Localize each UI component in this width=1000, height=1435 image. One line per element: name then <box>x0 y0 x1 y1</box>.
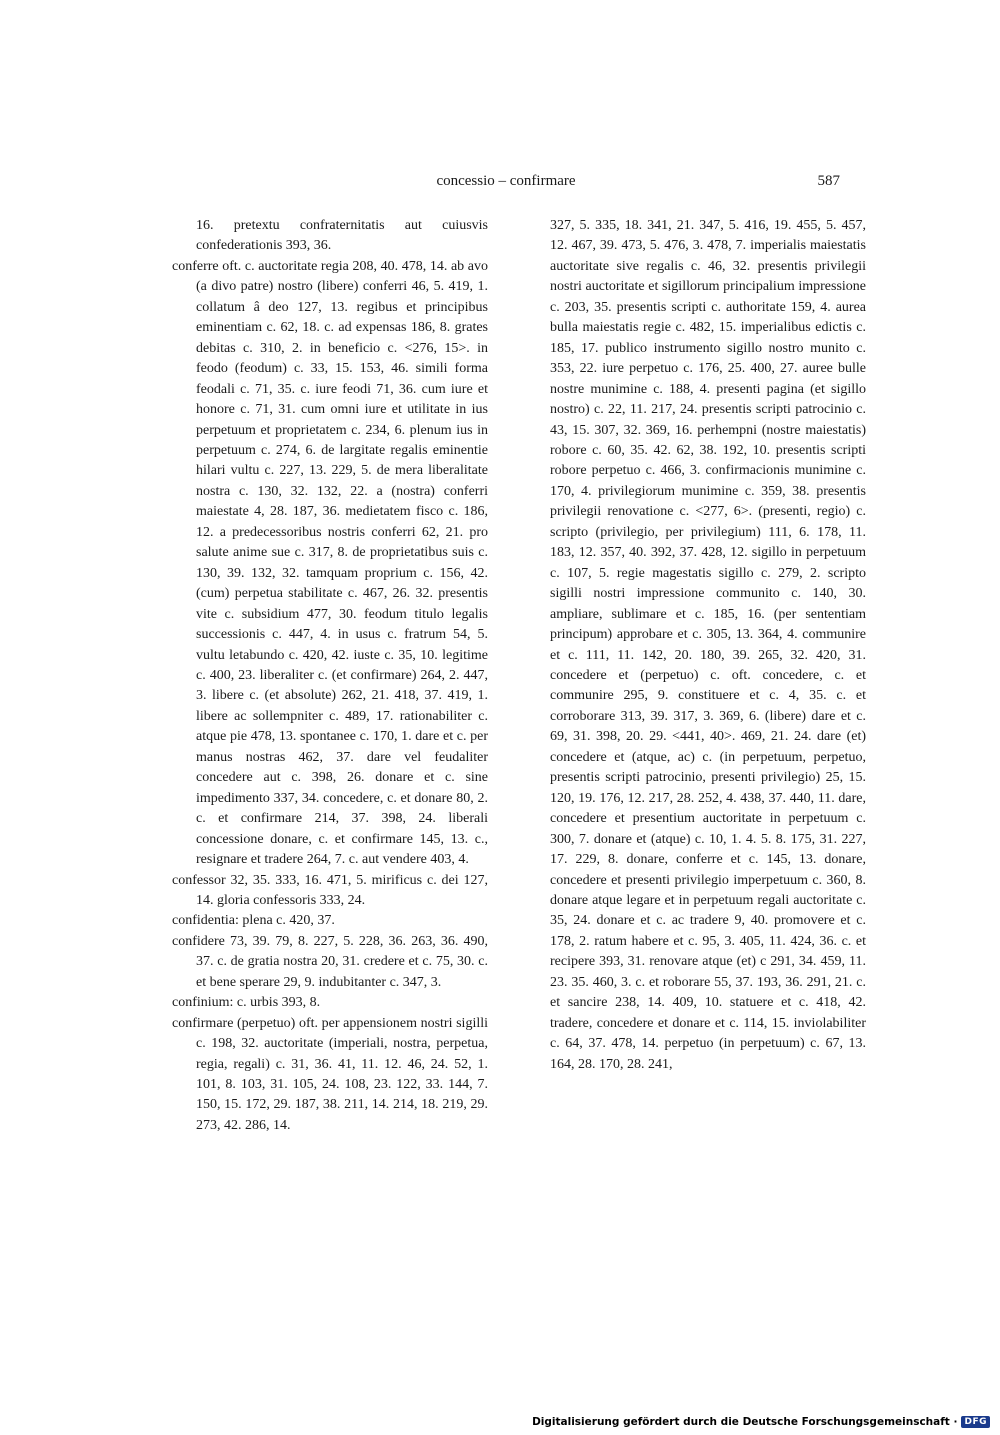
right-column <box>550 216 866 1075</box>
index-entry: confinium: c. urbis 393, 8. <box>172 995 321 1011</box>
page-number: 587 <box>817 173 840 189</box>
running-title: concessio – confirmare <box>436 173 576 189</box>
index-entry-continuation: 327, 5. 335, 18. 341, 21. 347, 5. 416, 19. 455, 5. 457, 12. 467, 39. 473, 5. 476, 3. 478, 7. imperialis maiestatis auctoritate sive regalis c. 46, 32. presentis privilegii nostri auctoritate et sigillorum principalium impressione c. 203, 35. presentis scripti c. authoritate 159, 4. aurea bulla maiestatis regie c. 482, 15. imperialibus edictis c. 185, 17. publico instrumento sigillo nostro munito c. 353, 22. iure perpetuo c. 176, 25. 400, 27. auree bulle nostre munimine c. 188, 4. presenti pagina (et sigillo nostro) c. 22, 11. 217, 24. presentis scripti patrocinio c. 43, 15. 307, 32. 369, 16. perhempni (nostre maiestatis) robore c. 60, 35. 42. 62, 38. 192, 10. presentis scripti robore perpetuo c. 466, 3. confirmacionis munimine c. 170, 4. privilegiorum munimine c. 359, 38. presentis privilegii renovatione c. <277, 6>. (presenti, regio) c. scripto (privilegio, per privilegium) 111, 6. 178, 11. 183, 12. 357, 40. 392, 37. 428, 12. sigillo in perpetuum c. 107, 5. regie magestatis sigillo c. 279, 2. scripto sigilli nostri impressione communito c. 140, 30. ampliare, sublimare et c. 185, 16. (per sententiam principum) approbare et c. 305, 13. 364, 4. communire et c. 111, 11. 142, 20. 180, 39. 265, 32. 420, 31. concedere et (perpetuo) c. oft. concedere, c. et communire 295, 9. constituere et c. 4, 35. c. et corroborare 313, 39. 317, 3. 369, 6. (libere) dare et c. 69, 31. 398, 20. 29. <441, 40>. 469, 21. 24. dare (et) concedere et (atque, ac) c. (in perpetuum, perpetuo, presentis scripti patrocinio, presenti privilegio) 25, 15. 120, 19. 176, 12. 217, 28. 252, 4. 438, 37. 440, 11. dare, concedere et presentium auctoritate in perpetuum c. 300, 7. donare et (atque) c. 10, 1. 4. 5. 8. 175, 31. 227, 17. 229, 8. donare, conferre et c. 145, 13. donare, concedere et presenti privilegio imperpetuum c. 360, 8. donare atque legare et in perpetuum regali auctoritate c. 35, 24. donare et c. ac tradere 9, 40. promovere et c. 178, 2. ratum habere et c. 95, 3. 405, 11. 424, 36. c. et recipere 393, 31. renovare atque (et) c 291, 34. 459, 11. 23. 35. 460, 3. c. et roborare 55, 37. 193, 36. 291, 21. c. et sancire 238, 14. 409, 10. statuere et c. 418, 42. tradere, concedere et donare et c. 114, 15. inviolabiliter c. 64, 37. 478, 14. perpetuo (in perpetuum) c. 67, 13. 164, 28. 170, 28. 241, <box>550 218 866 1072</box>
index-entry: confidere 73, 39. 79, 8. 227, 5. 228, 36. 263, 36. 490, 37. c. de gratia nostra 20, 31. credere et c. 75, 30. c. et bene sperare 29, 9. indubitanter c. 347, 3. <box>172 933 488 990</box>
funding-text: Digitalisierung gefördert durch die Deutsche Forschungsgemeinschaft · <box>532 1416 958 1428</box>
index-entry: confidentia: plena c. 420, 37. <box>172 913 335 929</box>
funding-footer <box>532 1414 990 1430</box>
dfg-logo: DFG <box>961 1416 990 1428</box>
index-entry: confirmare (perpetuo) oft. per appensionem nostri sigilli c. 198, 32. auctoritate (imperiali, nostra, perpetua, regia, regali) c. 31, 36. 41, 11. 12. 46, 24. 52, 1. 101, 8. 103, 31. 105, 24. 108, 23. 122, 33. 144, 7. 150, 15. 172, 29. 187, 38. 211, 14. 214, 18. 219, 29. 273, 42. 286, 14. <box>172 1015 488 1133</box>
index-entry: conferre oft. c. auctoritate regia 208, 40. 478, 14. ab avo (a divo patre) nostro (libere) conferri 46, 5. 419, 1. collatum â deo 127, 13. regibus et principibus eminentiam c. 62, 18. c. ad expensas 186, 8. grates debitas c. 310, 2. in beneficio c. <276, 15>. in feodo (feodum) c. 33, 15. 153, 46. simili forma feodali c. 71, 35. c. iure feodi 71, 36. cum iure et honore c. 71, 31. cum omni iure et utilitate in ius perpetuum et proprietatem c. 234, 6. plenum ius in perpetuum c. 274, 6. de largitate regalis eminentie hilari vultu c. 227, 13. 229, 5. de mera liberalitate nostra c. 130, 32. 132, 22. a (nostra) conferri maiestate 4, 28. 187, 36. medietatem fisco c. 186, 12. a predecessoribus nostris conferri 62, 21. pro salute anime sue c. 317, 8. de proprietatibus suis c. 130, 39. 132, 32. tamquam proprium c. 156, 42. (cum) perpetua stabilitate c. 467, 26. 32. presentis vite c. subsidium 477, 30. feodum titulo legalis successionis c. 447, 4. in usus c. fratrum 54, 5. vultu letabundo c. 420, 42. iuste c. 35, 10. legitime c. 400, 23. liberaliter c. (et confirmare) 264, 2. 447, 3. libere c. (et absolute) 262, 21. 418, 37. 419, 1. libere ac sollempniter c. 489, 17. rationabiliter c. atque pie 478, 13. spontanee c. 170, 1. dare et c. per manus nostras 462, 37. dare vel feudaliter concedere aut c. 398, 26. donare et c. sine impedimento 337, 34. concedere, c. et donare 80, 2. c. et confirmare 214, 37. 398, 24. liberali concessione donare, c. et confirmare 145, 13. c., resignare et tradere 264, 7. c. aut vendere 403, 4. <box>172 258 488 868</box>
index-entry: 16. pretextu confraternitatis aut cuiusvis confederationis 393, 36. <box>196 218 488 254</box>
left-column <box>172 216 488 1136</box>
running-header <box>172 173 840 195</box>
index-entry: confessor 32, 35. 333, 16. 471, 5. mirificus c. dei 127, 14. gloria confessoris 333, 24. <box>172 872 488 908</box>
